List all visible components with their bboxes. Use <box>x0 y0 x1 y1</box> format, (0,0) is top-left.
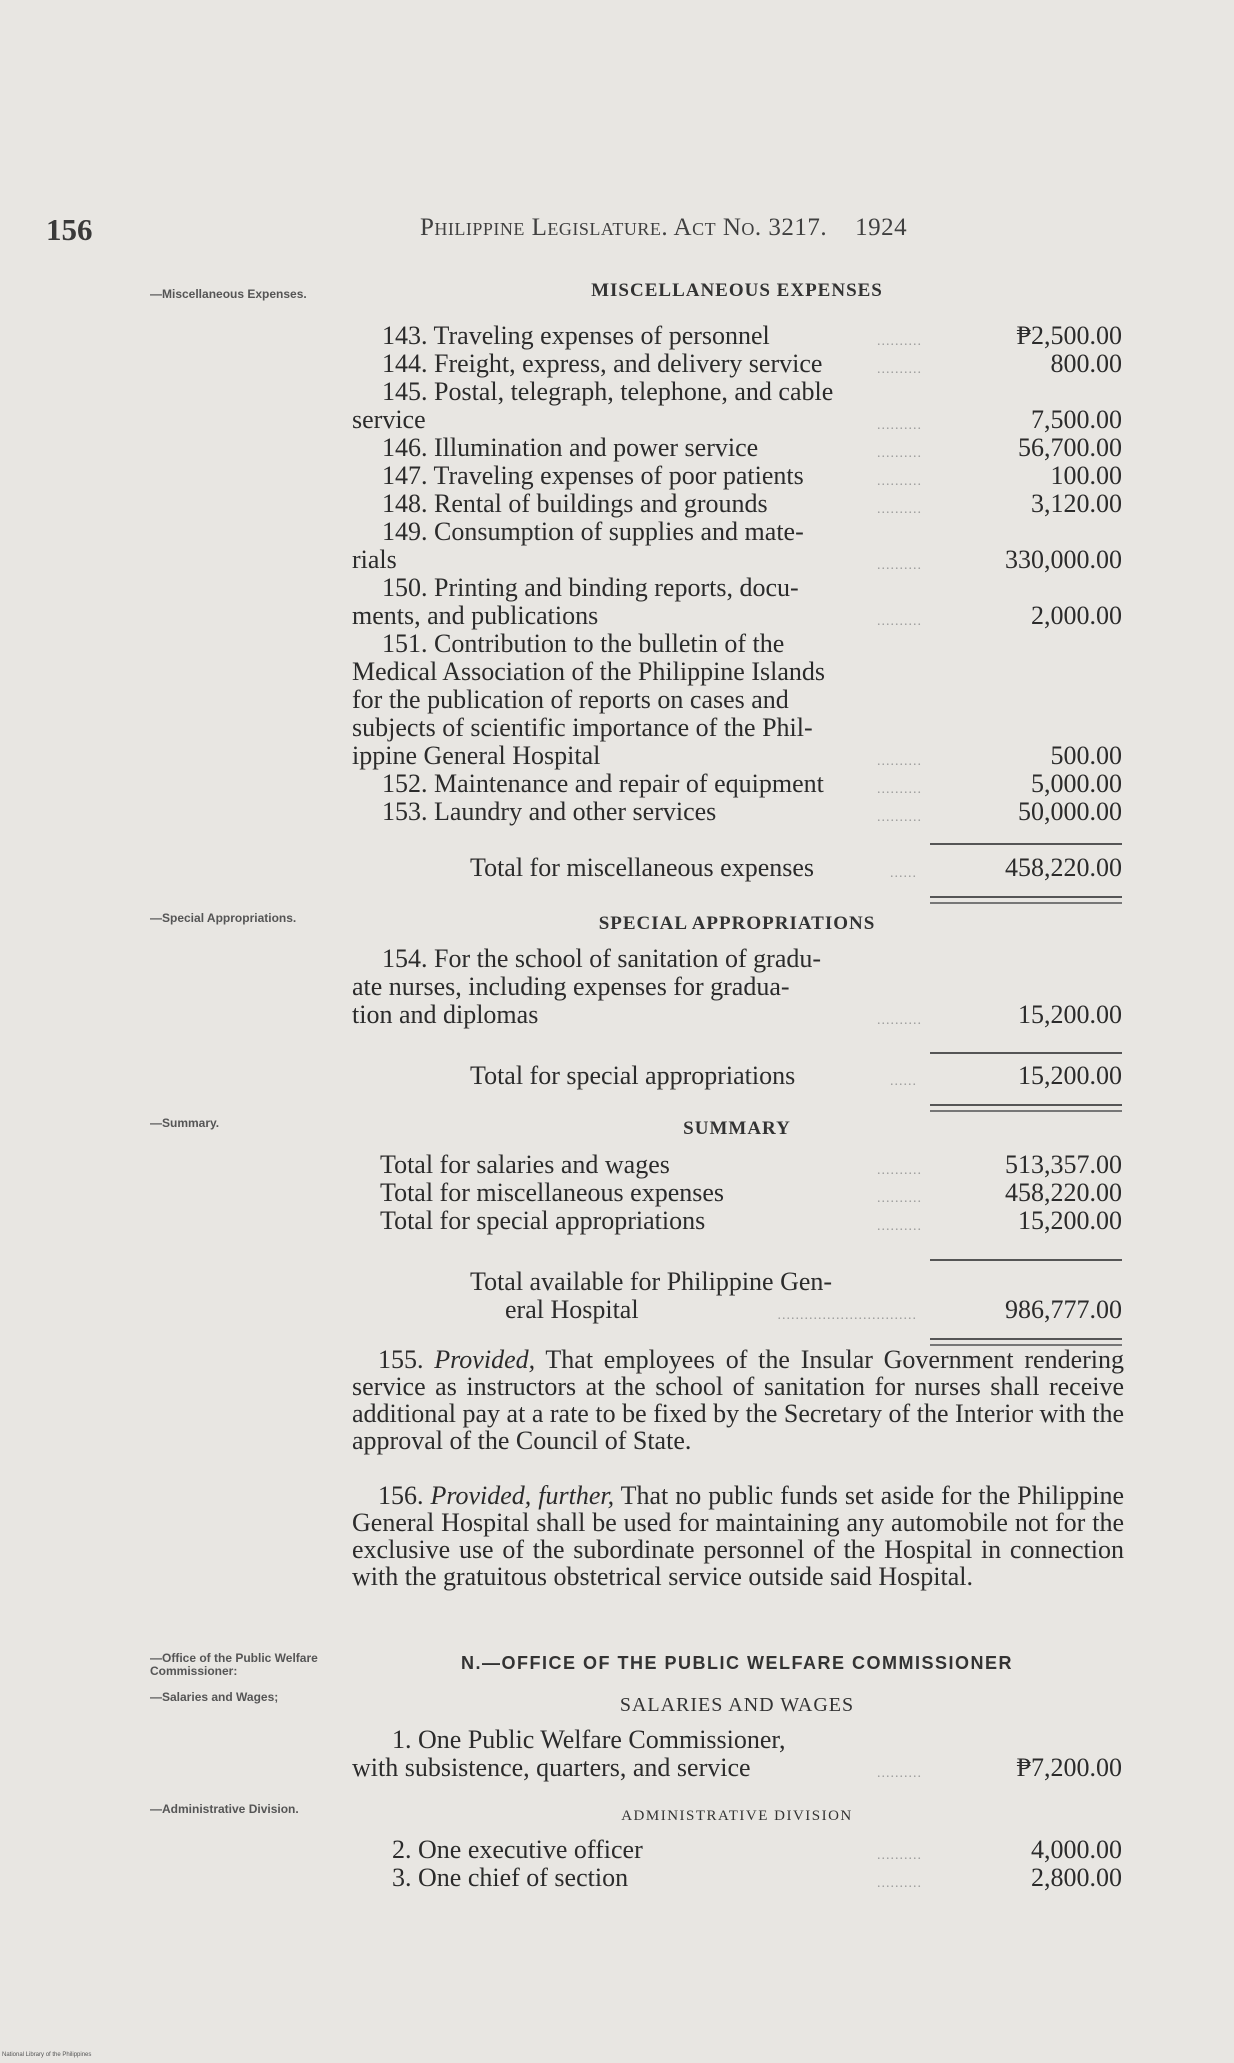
line-amount: ₱7,200.00 <box>1016 1753 1122 1782</box>
line-text: 147. Traveling expenses of poor patients <box>382 461 804 490</box>
line-text: 148. Rental of buildings and grounds <box>382 489 768 518</box>
ledger-line <box>352 322 1122 350</box>
ledger-line <box>352 1179 1122 1207</box>
leader-dots: .......... <box>877 1163 922 1178</box>
margin-note-admin: —Administrative Division. <box>150 1802 299 1816</box>
misc-total-amount: 458,220.00 <box>1005 853 1122 882</box>
ledger-line <box>352 973 1122 1001</box>
line-text: service <box>352 405 426 434</box>
admin-heading: ADMINISTRATIVE DIVISION <box>621 1808 853 1824</box>
line-amount: 2,000.00 <box>1031 601 1122 630</box>
line-text: 154. For the school of sanitation of gradu- <box>382 944 822 973</box>
line-amount: 100.00 <box>1050 461 1122 490</box>
leader-dots: .......... <box>877 1191 922 1206</box>
leader-dots: .......... <box>877 1219 922 1234</box>
proviso-155: 155. Provided, That employees of the Insular Government rendering service as instructors at the school of sanitation for nurses shall receive additional pay at a rate to be fixed by the Secretary of the Interior with the approval of the Council of State. <box>352 1345 1124 1455</box>
line-text: subjects of scientific importance of the Phil- <box>352 713 813 742</box>
line-text: 152. Maintenance and repair of equipment <box>382 769 824 798</box>
running-header <box>420 214 907 242</box>
ledger-line <box>352 574 1122 602</box>
line-text: 143. Traveling expenses of personnel <box>382 321 770 350</box>
leader-dots: .......... <box>877 558 922 573</box>
ledger-line <box>352 518 1122 546</box>
line-text: ippine General Hospital <box>352 741 601 770</box>
ledger-line <box>352 1726 1122 1754</box>
running-title: Philippine Legislature. Act No. 3217. <box>420 214 828 241</box>
line-text: 149. Consumption of supplies and mate- <box>382 517 804 546</box>
line-amount: 5,000.00 <box>1031 769 1122 798</box>
line-text: ments, and publications <box>352 601 599 630</box>
ledger-line <box>352 602 1122 630</box>
ledger-line <box>352 350 1122 378</box>
line-text: tion and diplomas <box>352 1000 539 1029</box>
line-amount: 4,000.00 <box>1031 1835 1122 1864</box>
header-year: 1924 <box>855 214 908 241</box>
page-number: 156 <box>46 212 93 247</box>
special-total-amount: 15,200.00 <box>1018 1061 1122 1090</box>
line-amount: 50,000.00 <box>1018 797 1122 826</box>
summary-total-line2: eral Hospital ............................... 986,777.00 <box>505 1295 1122 1324</box>
leader-dots: .......... <box>877 334 922 349</box>
proviso-156: 156. Provided, further, That no public funds set aside for the Philippine General Hospital shall be used for maintaining any automobile not for the exclusive use of the subordinate personnel of the Hospital in connection with the gratuitous obstetrical service outside said Hospital. <box>352 1481 1125 1591</box>
summary-total-amount: 986,777.00 <box>1005 1295 1122 1324</box>
ledger-line <box>352 658 1122 686</box>
ledger-line <box>352 770 1122 798</box>
line-text: 145. Postal, telegraph, telephone, and cable <box>382 377 834 406</box>
line-text: 153. Laundry and other services <box>382 797 717 826</box>
ledger-line <box>352 1754 1122 1782</box>
line-amount: 458,220.00 <box>1005 1178 1122 1207</box>
ledger-line <box>352 742 1122 770</box>
leader-dots: .......... <box>877 418 922 433</box>
special-total-row: Total for special appropriations ...... 15,200.00 <box>470 1061 1122 1090</box>
leader-dots: .......... <box>877 782 922 797</box>
ledger-line <box>352 378 1122 406</box>
line-text: 1. One Public Welfare Commissioner, <box>392 1725 786 1754</box>
leader-dots: .......... <box>877 502 922 517</box>
leader-dots: .......... <box>877 1848 922 1863</box>
footer-credit: National Library of the Philippines <box>2 2052 92 2058</box>
misc-total-rule <box>930 843 1122 845</box>
leader-dots: .......... <box>877 446 922 461</box>
line-amount: ₱2,500.00 <box>1016 321 1122 350</box>
misc-total-row: Total for miscellaneous expenses ...... 458,220.00 <box>470 853 1122 882</box>
ledger-line <box>352 686 1122 714</box>
line-text: ate nurses, including expenses for gradua- <box>352 972 790 1001</box>
ledger-line <box>352 1207 1122 1235</box>
ledger-line <box>352 1151 1122 1179</box>
ledger-line <box>352 546 1122 574</box>
ledger-line <box>352 798 1122 826</box>
special-total-label: Total for special appropriations <box>470 1061 796 1090</box>
margin-note-misc: —Miscellaneous Expenses. <box>150 287 307 301</box>
salaries-heading: SALARIES AND WAGES <box>619 1694 855 1716</box>
line-text: 3. One chief of section <box>392 1863 629 1892</box>
leader-dots: .......... <box>877 474 922 489</box>
line-text: for the publication of reports on cases and <box>352 685 789 714</box>
line-text: Total for salaries and wages <box>380 1150 670 1179</box>
misc-double-rule <box>930 896 1122 904</box>
leader-dots: .......... <box>877 362 922 377</box>
line-amount: 500.00 <box>1050 741 1122 770</box>
summary-heading: SUMMARY <box>683 1118 791 1139</box>
misc-total-label: Total for miscellaneous expenses <box>470 853 815 882</box>
special-heading: SPECIAL APPROPRIATIONS <box>598 913 876 934</box>
special-total-rule <box>930 1052 1122 1054</box>
line-text: 146. Illumination and power service <box>382 433 759 462</box>
line-amount: 3,120.00 <box>1031 489 1122 518</box>
line-amount: 800.00 <box>1050 349 1122 378</box>
line-amount: 56,700.00 <box>1018 433 1122 462</box>
ledger-line <box>352 1864 1122 1892</box>
leader-dots: .......... <box>877 614 922 629</box>
leader-dots: .......... <box>877 810 922 825</box>
line-text: Medical Association of the Philippine Islands <box>352 657 825 686</box>
ledger-line <box>352 1001 1122 1029</box>
line-amount: 330,000.00 <box>1005 545 1122 574</box>
line-text: with subsistence, quarters, and service <box>352 1753 751 1782</box>
line-amount: 7,500.00 <box>1031 405 1122 434</box>
line-text: Total for miscellaneous expenses <box>380 1178 725 1207</box>
margin-note-special: —Special Appropriations. <box>150 911 297 925</box>
leader-dots: .......... <box>877 1013 922 1028</box>
ledger-line <box>352 434 1122 462</box>
leader-dots: .......... <box>877 754 922 769</box>
ledger-line <box>352 945 1122 973</box>
margin-note-summary: —Summary. <box>150 1116 220 1130</box>
line-text: 144. Freight, express, and delivery service <box>382 349 823 378</box>
ledger-line <box>352 406 1122 434</box>
special-double-rule <box>930 1104 1122 1112</box>
line-amount: 513,357.00 <box>1005 1150 1122 1179</box>
line-text: Total for special appropriations <box>380 1206 706 1235</box>
summary-total-rule <box>930 1259 1122 1261</box>
line-amount: 15,200.00 <box>1018 1000 1122 1029</box>
margin-note-salaries: —Salaries and Wages; <box>150 1690 279 1704</box>
leader-dots: .......... <box>877 1766 922 1781</box>
leader-dots: .......... <box>877 1876 922 1891</box>
ledger-line <box>352 1836 1122 1864</box>
line-amount: 15,200.00 <box>1018 1206 1122 1235</box>
misc-heading: MISCELLANEOUS EXPENSES <box>591 280 883 301</box>
line-text: 151. Contribution to the bulletin of the <box>382 629 785 658</box>
line-text: rials <box>352 545 397 574</box>
line-text: 150. Printing and binding reports, docu- <box>382 573 799 602</box>
ledger-line <box>352 462 1122 490</box>
line-amount: 2,800.00 <box>1031 1863 1122 1892</box>
line-text: 2. One executive officer <box>392 1835 643 1864</box>
office-heading: N.—OFFICE OF THE PUBLIC WELFARE COMMISSIONER <box>461 1653 1013 1673</box>
margin-note-office: —Office of the Public Welfare Commissioner: <box>150 1651 318 1678</box>
ledger-line <box>352 630 1122 658</box>
summary-total-line1: Total available for Philippine Gen- <box>470 1267 833 1296</box>
ledger-line <box>352 714 1122 742</box>
ledger-line <box>352 490 1122 518</box>
